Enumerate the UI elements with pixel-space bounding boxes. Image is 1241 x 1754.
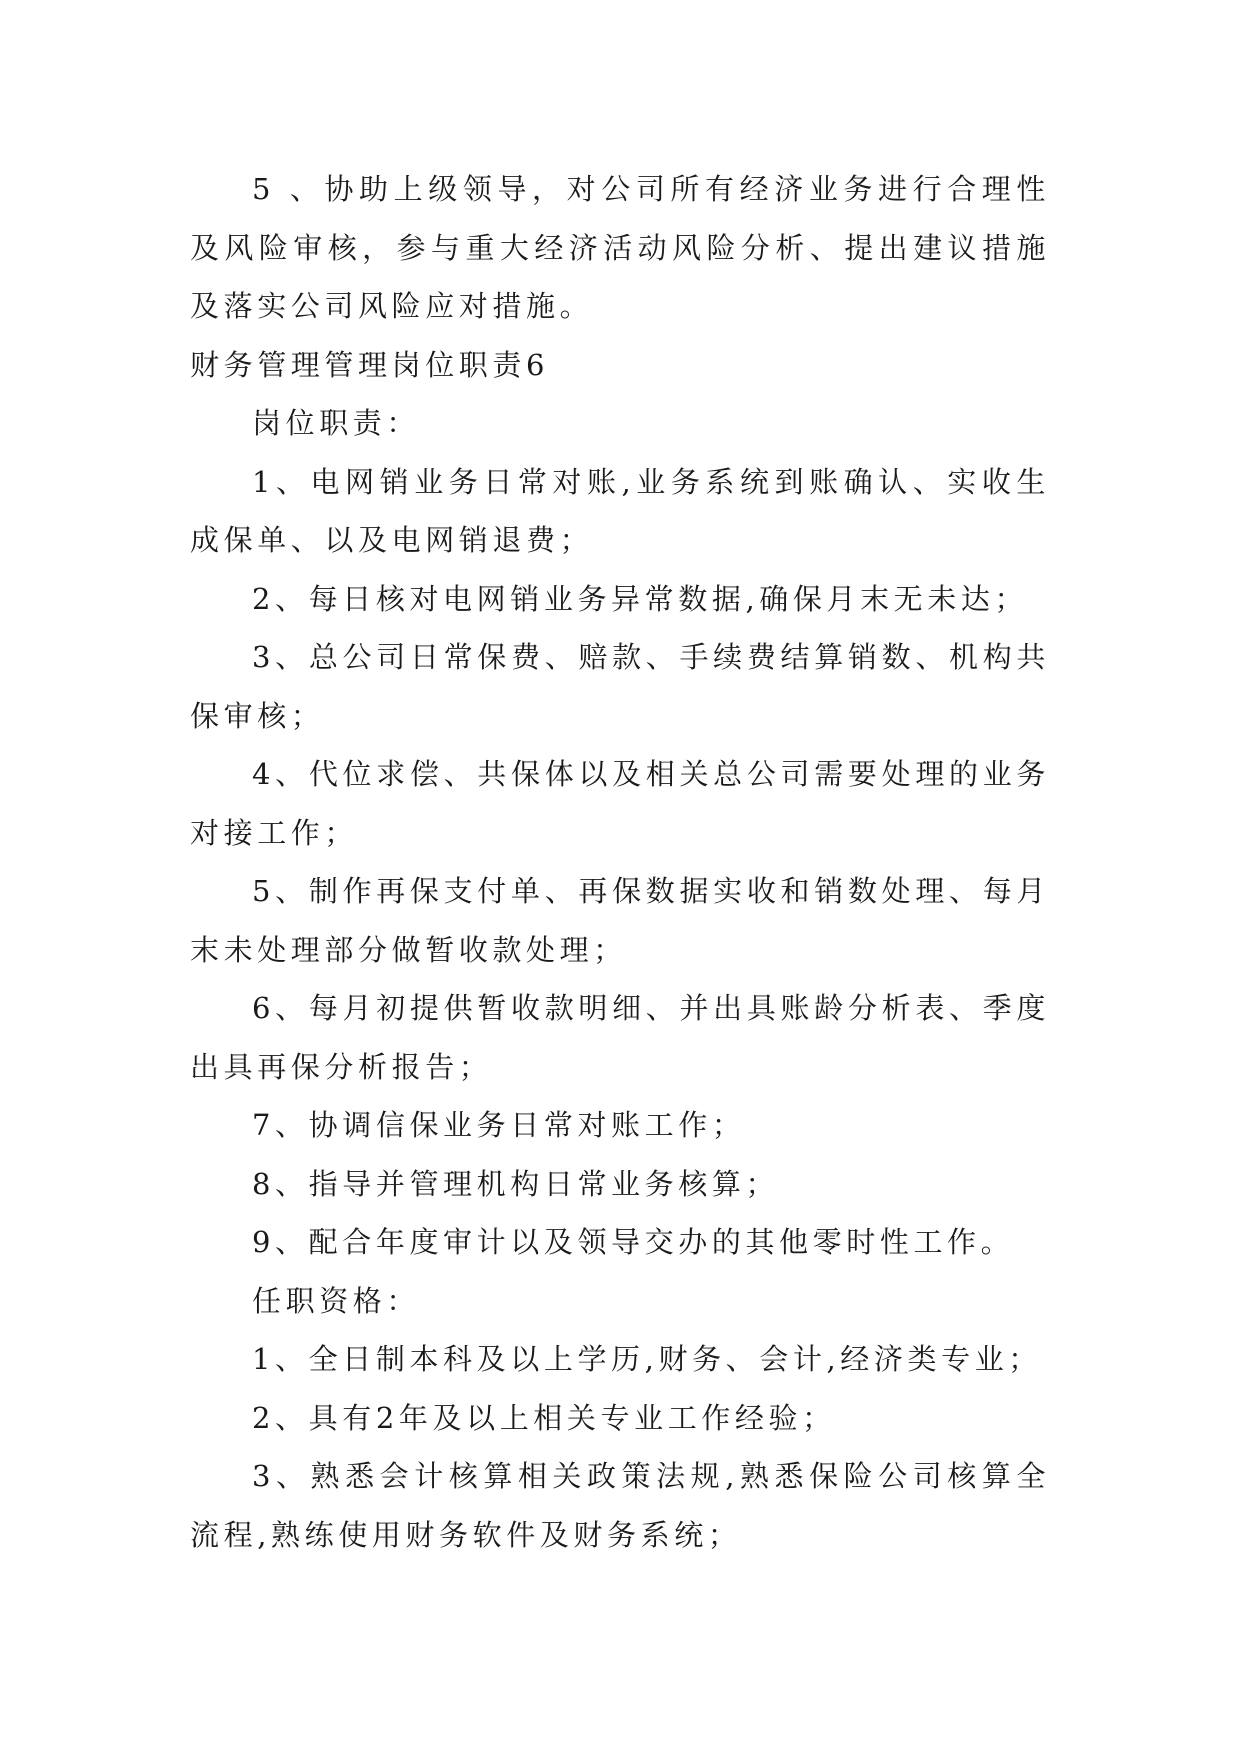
paragraph-item-5-risk-review: 5 、协助上级领导，对公司所有经济业务进行合理性及风险审核，参与重大经济活动风险分析、提出建议措施及落实公司风险应对措施。 bbox=[190, 172, 1050, 323]
duty-item-1: 1、电网销业务日常对账,业务系统到账确认、实收生成保单、以及电网销退费； bbox=[190, 464, 1050, 557]
duty-item-9: 9、配合年度审计以及领导交办的其他零时性工作。 bbox=[252, 1225, 1015, 1259]
qualification-item-1: 1、全日制本科及以上学历,财务、会计,经济类专业； bbox=[252, 1342, 1042, 1376]
duty-item-8: 8、指导并管理机构日常业务核算； bbox=[252, 1166, 780, 1201]
section-heading: 财务管理管理岗位职责6 bbox=[190, 347, 550, 382]
duty-item-3: 3、总公司日常保费、赔款、手续费结算销数、机构共保审核； bbox=[190, 640, 1050, 733]
duty-item-6: 6、每月初提供暂收款明细、并出具账龄分析表、季度出具再保分析报告； bbox=[190, 991, 1050, 1084]
duty-item-4: 4、代位求偿、共保体以及相关总公司需要处理的业务对接工作； bbox=[190, 757, 1050, 850]
duty-item-7: 7、协调信保业务日常对账工作； bbox=[252, 1108, 746, 1142]
duty-item-5: 5、制作再保支付单、再保数据实收和销数处理、每月末未处理部分做暂收款处理； bbox=[190, 874, 1050, 967]
subheading-qualifications: 任职资格： bbox=[252, 1283, 421, 1318]
subheading-job-duties: 岗位职责： bbox=[252, 406, 421, 440]
document-body bbox=[190, 160, 1050, 1564]
duty-item-2: 2、每日核对电网销业务异常数据,确保月末无未达； bbox=[252, 581, 1029, 616]
qualification-item-3: 3、熟悉会计核算相关政策法规,熟悉保险公司核算全流程,熟练使用财务软件及财务系统； bbox=[190, 1459, 1050, 1552]
qualification-item-2: 2、具有2年及以上相关专业工作经验； bbox=[252, 1400, 836, 1435]
